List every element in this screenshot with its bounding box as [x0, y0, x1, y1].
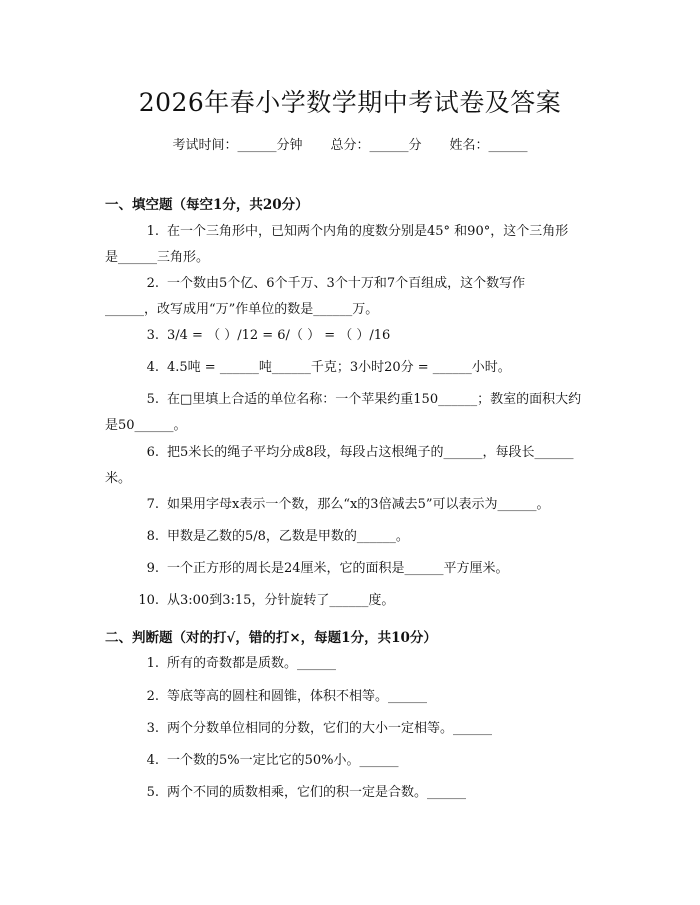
question-number: 3.: [146, 328, 159, 343]
question-item: [105, 271, 600, 323]
question-item: [105, 387, 600, 439]
question-text: 如果用字母x表示一个数，那么“x的3倍减去5”可以表示为______。: [167, 497, 550, 512]
question-text-continued: 是______三角形。: [105, 250, 210, 265]
question-number: 6.: [146, 445, 159, 460]
question-number: 3.: [146, 721, 159, 736]
question-item: [105, 355, 600, 381]
question-text: 甲数是乙数的5/8，乙数是甲数的______。: [167, 529, 409, 544]
question-text: 一个数由5个亿、6个千万、3个十万和7个百组成，这个数写作: [167, 276, 526, 291]
question-item: [105, 524, 600, 550]
question-number: 4.: [146, 360, 159, 375]
question-number: 5.: [146, 785, 159, 800]
question-text: 一个正方形的周长是24厘米，它的面积是______平方厘米。: [167, 561, 509, 576]
section-heading-true-false: 二、判断题（对的打√，错的打×，每题1分，共10分）: [105, 630, 437, 646]
question-text: 两个不同的质数相乘，它们的积一定是合数。______: [167, 785, 467, 800]
exam-time-field: 考试时间：______分钟: [172, 138, 303, 153]
question-text: 从3:00到3:15，分针旋转了______度。: [167, 593, 395, 608]
question-item: [105, 684, 600, 710]
question-number: 1.: [146, 224, 159, 239]
exam-info-row: [0, 134, 700, 153]
question-text: 在□里填上合适的单位名称：一个苹果约重150______；教室的面积大约: [167, 392, 582, 407]
section-heading-fill-in: 一、填空题（每空1分，共20分）: [105, 197, 309, 213]
question-text-continued: 是50______。: [105, 418, 187, 433]
question-text: 3/4 = （ ）/12 = 6/（ ） = （ ）/16: [167, 328, 391, 343]
question-item: [105, 492, 600, 518]
question-number: 2.: [146, 276, 159, 291]
question-text: 所有的奇数都是质数。______: [167, 656, 337, 671]
question-number: 8.: [146, 529, 159, 544]
student-name-field: 姓名：______: [449, 138, 528, 153]
question-item: [105, 323, 600, 349]
page-title: 2026年春小学数学期中考试卷及答案: [138, 88, 562, 117]
question-text: 等底等高的圆柱和圆锥，体积不相等。______: [167, 689, 428, 704]
question-text: 一个数的5%一定比它的50%小。______: [167, 753, 399, 768]
question-text-continued: ______，改写成用“万”作单位的数是______万。: [105, 302, 379, 317]
question-text: 把5米长的绳子平均分成8段，每段占这根绳子的______，每段长______: [167, 445, 574, 460]
question-number: 1.: [146, 656, 159, 671]
question-item: [105, 588, 600, 614]
question-item: [105, 556, 600, 582]
question-text-continued: 米。: [105, 471, 132, 486]
question-number: 5.: [146, 392, 159, 407]
total-score-field: 总分：______分: [330, 138, 422, 153]
question-item: [105, 219, 600, 271]
question-number: 7.: [146, 497, 159, 512]
question-item: [105, 440, 600, 492]
question-text: 在一个三角形中，已知两个内角的度数分别是45° 和90°，这个三角形: [167, 224, 569, 239]
question-item: [105, 780, 600, 806]
question-item: [105, 651, 600, 677]
question-number: 2.: [146, 689, 159, 704]
question-number: 4.: [146, 753, 159, 768]
question-number: 10.: [138, 593, 159, 608]
question-item: [105, 716, 600, 742]
question-item: [105, 748, 600, 774]
question-text: 4.5吨 = ______吨______千克；3小时20分 = ______小时。: [167, 360, 511, 375]
question-number: 9.: [146, 561, 159, 576]
question-text: 两个分数单位相同的分数，它们的大小一定相等。______: [167, 721, 493, 736]
